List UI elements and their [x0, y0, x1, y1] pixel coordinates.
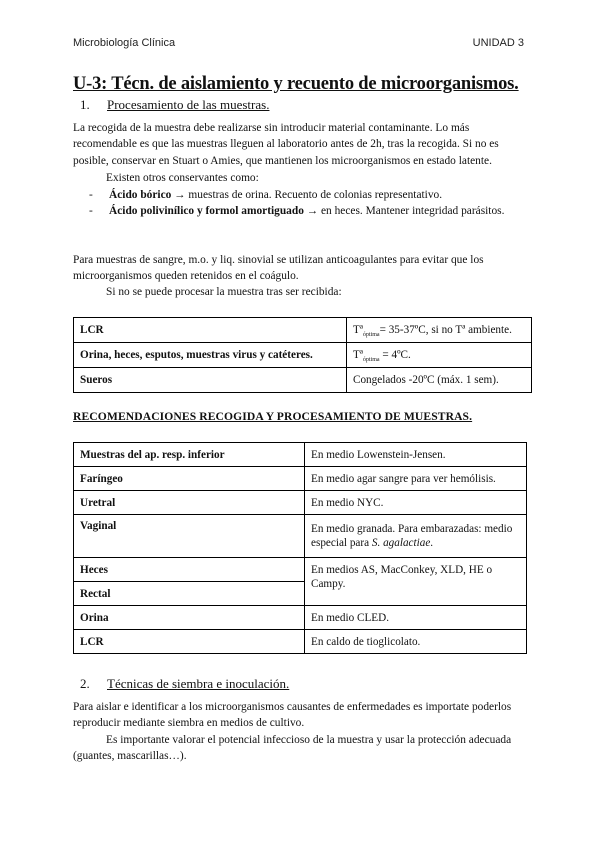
temperature-cell: Congelados -20ºC (máx. 1 sem).: [347, 368, 532, 393]
sample-cell: Orina: [74, 606, 305, 630]
sample-cell: Uretral: [74, 491, 305, 515]
table-row: [74, 467, 527, 491]
sample-cell: Faríngeo: [74, 467, 305, 491]
table-row: [74, 606, 527, 630]
section-2-paragraph-1: Para aislar e identificar a los microorganismos causantes de enfermedades es importate poderlos reproducir mediante siembra en medios de cultivo.: [73, 701, 512, 730]
table-row: [74, 368, 532, 393]
table-row: [74, 318, 532, 343]
table-row: [74, 515, 527, 558]
table-row: [74, 443, 527, 467]
header-unit: UNIDAD 3: [472, 37, 524, 49]
sample-cell: Heces: [74, 558, 305, 582]
sample-cell: Sueros: [74, 368, 347, 393]
sample-cell: Vaginal: [74, 515, 305, 558]
bullet-text: → en heces. Mantener integridad parásitos.: [303, 205, 505, 217]
section-2-title: Técnicas de siembra e inoculación.: [107, 676, 290, 691]
bullet-item: [89, 188, 529, 204]
sample-cell: LCR: [74, 318, 347, 343]
bullet-item: [89, 204, 529, 236]
recommendations-heading: RECOMENDACIONES RECOGIDA Y PROCESAMIENTO DE MUESTRAS.: [73, 410, 473, 423]
table-row: [74, 491, 527, 515]
medium-cell: En medio Lowenstein-Jensen.: [305, 443, 527, 467]
table-row: [74, 558, 527, 582]
section-1-paragraph-2: Existen otros conservantes como:: [106, 172, 259, 184]
section-1-title: Procesamiento de las muestras.: [107, 97, 270, 112]
sample-medium-table: [73, 442, 527, 654]
sample-cell: Rectal: [74, 582, 305, 606]
section-2-number: 2.: [80, 676, 90, 691]
bullet-text: → muestras de orina. Recuento de colonias representativo.: [171, 189, 443, 201]
sample-cell: Muestras del ap. resp. inferior: [74, 443, 305, 467]
section-2-heading: [80, 676, 289, 692]
header-subject: Microbiología Clínica: [73, 37, 176, 49]
sample-cell: Orina, heces, esputos, muestras virus y catéteres.: [74, 343, 347, 368]
bullet-dash: -: [89, 205, 93, 217]
section-1-paragraph-1: La recogida de la muestra debe realizarse sin introducir material contaminante. Lo más recomendable es que las muestras lleguen al laboratorio antes de 2h, tras la recogida. Si no es posible, conservar en Stuart o Amies, que mantienen los microorganismos en estado latente.: [73, 122, 499, 167]
page-title: U-3: Técn. de aislamiento y recuento de microorganismos.: [73, 74, 519, 94]
section-1-number: 1.: [80, 97, 90, 112]
section-1-paragraph-4: Si no se puede procesar la muestra tras ser recibida:: [106, 286, 342, 298]
medium-cell: En caldo de tioglicolato.: [305, 630, 527, 654]
medium-cell: En medio granada. Para embarazadas: medio especial para S. agalactiae.: [305, 515, 527, 558]
medium-cell: En medios AS, MacConkey, XLD, HE o Campy.: [305, 558, 527, 606]
storage-temperature-table: [73, 317, 532, 393]
medium-cell: En medio NYC.: [305, 491, 527, 515]
bullet-term: Ácido polivinílico y formol amortiguado: [109, 205, 304, 217]
section-2-paragraph-2: Es importante valorar el potencial infeccioso de la muestra y usar la protección adecuada (guantes, mascarillas…).: [73, 734, 512, 763]
section-1-heading: [80, 97, 269, 113]
temperature-cell: Tª$_{óptima}$= 35-37ºC, si no Tª ambiente.: [347, 318, 532, 343]
medium-cell: En medio agar sangre para ver hemólisis.: [305, 467, 527, 491]
bullet-dash: -: [89, 189, 93, 201]
medium-cell: En medio CLED.: [305, 606, 527, 630]
temperature-cell: Tª$_{óptima}$ = 4ºC.: [347, 343, 532, 368]
bullet-term: Ácido bórico: [109, 189, 172, 201]
section-1-paragraph-3: Para muestras de sangre, m.o. y liq. sinovial se utilizan anticoagulantes para evitar que los microorganismos queden retenidos en el coágulo.: [73, 254, 484, 283]
table-row: [74, 630, 527, 654]
sample-cell: LCR: [74, 630, 305, 654]
table-row: [74, 343, 532, 368]
